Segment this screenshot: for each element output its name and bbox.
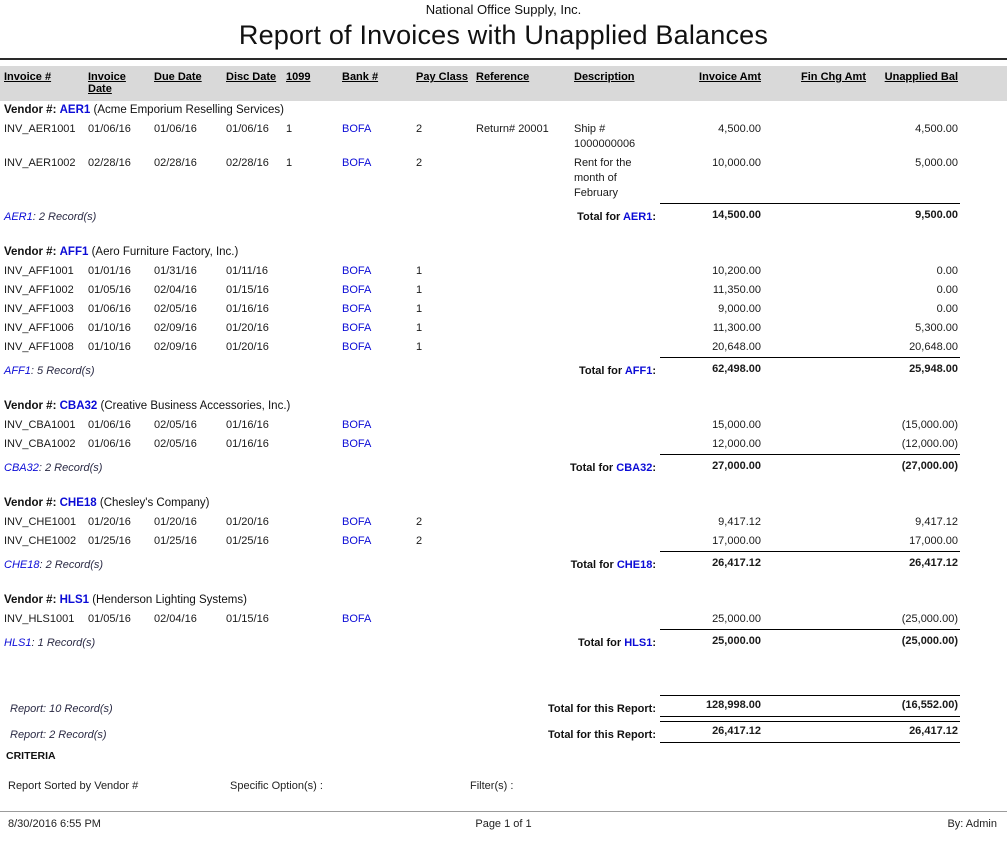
vendor-total-label — [570, 462, 658, 474]
cell-pay-class: 2 — [416, 123, 423, 135]
cell-fin-chg — [763, 118, 868, 152]
cell-disc-date: 01/16/16 — [226, 303, 269, 315]
cell-description — [572, 530, 660, 549]
vendor-total-fin-chg — [763, 551, 868, 571]
vendor-section — [0, 591, 1007, 649]
cell-disc-date: 01/20/16 — [226, 341, 269, 353]
vendor-summary-row — [0, 549, 960, 571]
vendor-total-label — [578, 637, 658, 649]
cell-invoice-date: 01/20/16 — [88, 516, 131, 528]
cell-reference — [474, 511, 572, 530]
cell-fin-chg — [763, 530, 868, 549]
cell-reference — [474, 298, 572, 317]
cell-bank: BOFA — [342, 157, 372, 169]
vendor-total-label — [579, 365, 658, 377]
cell-ten99 — [284, 298, 340, 317]
vendor-total-fin-chg — [763, 203, 868, 223]
criteria-specific-options: Specific Option(s) : — [230, 780, 323, 792]
cell-pay-class: 1 — [416, 322, 423, 334]
cell-disc-date: 01/16/16 — [226, 419, 269, 431]
cell-pay-class: 1 — [416, 303, 423, 315]
vendor-record-count — [4, 637, 95, 649]
cell-invoice: INV_AER1001 — [4, 123, 76, 135]
cell-invoice: INV_HLS1001 — [4, 613, 75, 625]
cell-unapplied: 17,000.00 — [909, 535, 958, 547]
vendor-summary-left — [0, 452, 660, 474]
vendor-total-unapplied: (25,000.00) — [868, 629, 960, 649]
cell-description — [572, 317, 660, 336]
vendor-total-fin-chg — [763, 454, 868, 474]
cell-unapplied: 0.00 — [936, 284, 958, 296]
record-count-text: : 2 Record(s) — [38, 462, 103, 474]
vendor-name: (Creative Business Accessories, Inc.) — [100, 400, 291, 412]
vendor-total-unapplied: 25,948.00 — [868, 357, 960, 377]
criteria-section — [0, 750, 1007, 796]
cell-reference — [474, 530, 572, 549]
vendor-record-count — [4, 365, 94, 377]
total-prefix: Total for — [579, 365, 625, 377]
footer-rule — [0, 811, 1007, 812]
invoice-row — [0, 433, 960, 452]
cell-unapplied: 0.00 — [936, 265, 958, 277]
cell-unapplied: 4,500.00 — [915, 123, 958, 135]
column-header-band — [0, 66, 1007, 101]
cell-fin-chg — [763, 317, 868, 336]
cell-invoice-date: 01/10/16 — [88, 341, 131, 353]
cell-pay-class — [414, 433, 474, 452]
vendor-name: (Acme Emporium Reselling Services) — [93, 104, 284, 116]
vendor-header — [0, 397, 1007, 414]
cell-fin-chg — [763, 433, 868, 452]
cell-due-date: 02/28/16 — [154, 157, 197, 169]
column-header-2: Invoice Date — [88, 71, 126, 95]
vendor-summary-row — [0, 201, 960, 223]
cell-ten99 — [284, 608, 340, 627]
cell-unapplied: 0.00 — [936, 303, 958, 315]
cell-unapplied: 9,417.12 — [915, 516, 958, 528]
vendor-code: HLS1 — [4, 637, 32, 649]
cell-pay-class — [414, 414, 474, 433]
column-header-1: Invoice # — [4, 71, 52, 83]
total-colon: : — [652, 462, 656, 474]
vendor-header — [0, 101, 1007, 118]
vendor-summary-left — [0, 627, 660, 649]
total-colon: : — [652, 211, 656, 223]
vendor-section — [0, 101, 1007, 223]
column-headers — [0, 71, 960, 95]
report-total-invoice-amt: 128,998.00 — [660, 695, 763, 717]
cell-due-date: 01/31/16 — [154, 265, 197, 277]
cell-pay-class: 2 — [416, 535, 423, 547]
total-colon: : — [652, 365, 656, 377]
vendor-code: AFF1 — [59, 246, 89, 258]
cell-ten99 — [284, 260, 340, 279]
vendor-code: AFF1 — [624, 365, 653, 377]
vendor-label: Vendor #: — [4, 104, 57, 116]
vendor-record-count — [4, 211, 96, 223]
column-header-9: Description — [574, 71, 635, 83]
cell-due-date: 02/09/16 — [154, 341, 197, 353]
cell-due-date: 02/05/16 — [154, 438, 197, 450]
cell-invoice-date: 01/25/16 — [88, 535, 131, 547]
cell-pay-class — [414, 608, 474, 627]
cell-unapplied: (25,000.00) — [901, 613, 958, 625]
report-total-unapplied: 26,417.12 — [868, 721, 960, 743]
invoice-row — [0, 414, 960, 433]
record-count-text: : 2 Record(s) — [39, 559, 104, 571]
cell-description — [572, 511, 660, 530]
column-header-8: Reference — [476, 71, 530, 83]
vendor-name: (Aero Furniture Factory, Inc.) — [91, 246, 239, 258]
cell-pay-class: 1 — [416, 341, 423, 353]
report-total-unapplied: (16,552.00) — [868, 695, 960, 717]
total-colon: : — [652, 559, 656, 571]
invoice-row — [0, 336, 960, 355]
cell-disc-date: 01/06/16 — [226, 123, 269, 135]
cell-description — [572, 298, 660, 317]
column-header-6: Bank # — [342, 71, 379, 83]
cell-invoice-amt: 25,000.00 — [712, 613, 761, 625]
cell-invoice-amt: 9,417.12 — [718, 516, 761, 528]
vendor-total-invoice-amt: 14,500.00 — [660, 203, 763, 223]
cell-fin-chg — [763, 298, 868, 317]
cell-due-date: 01/25/16 — [154, 535, 197, 547]
cell-ten99 — [284, 511, 340, 530]
cell-invoice: INV_AFF1003 — [4, 303, 74, 315]
vendor-label: Vendor #: — [4, 594, 57, 606]
report-total-row — [0, 695, 960, 717]
cell-invoice: INV_CHE1001 — [4, 516, 77, 528]
report-title: Report of Invoices with Unapplied Balances — [238, 20, 769, 50]
vendor-code: AFF1 — [4, 365, 31, 377]
vendor-header — [0, 243, 1007, 260]
cell-disc-date: 01/20/16 — [226, 516, 269, 528]
vendor-total-invoice-amt: 27,000.00 — [660, 454, 763, 474]
cell-unapplied: 5,000.00 — [915, 157, 958, 169]
cell-reference — [474, 152, 572, 201]
vendor-record-count — [4, 559, 103, 571]
vendor-total-invoice-amt: 26,417.12 — [660, 551, 763, 571]
record-count-text: : 5 Record(s) — [30, 365, 95, 377]
cell-disc-date: 01/11/16 — [226, 265, 269, 277]
column-header-3: Due Date — [154, 71, 202, 83]
cell-invoice-date: 01/01/16 — [88, 265, 131, 277]
record-count-text: : 2 Record(s) — [32, 211, 97, 223]
vendor-summary-row — [0, 355, 960, 377]
footer-datetime: 8/30/2016 6:55 PM — [8, 818, 101, 830]
cell-bank: BOFA — [342, 438, 372, 450]
report-total-fin-chg — [763, 721, 868, 743]
report-total-left — [0, 721, 660, 743]
vendor-total-unapplied: 9,500.00 — [868, 203, 960, 223]
cell-reference — [474, 336, 572, 355]
invoice-row — [0, 118, 960, 152]
cell-description: Rent for the month of February — [574, 157, 632, 199]
cell-bank: BOFA — [342, 516, 372, 528]
cell-invoice-amt: 11,300.00 — [712, 322, 761, 334]
vendor-name: (Chesley's Company) — [99, 497, 210, 509]
cell-ten99 — [284, 433, 340, 452]
report-total-fin-chg — [763, 695, 868, 717]
cell-fin-chg — [763, 414, 868, 433]
report-totals — [0, 695, 1007, 743]
total-prefix: Total for — [570, 559, 617, 571]
invoice-row — [0, 152, 960, 201]
criteria-row — [0, 780, 1007, 796]
report-record-count: Report: 10 Record(s) — [10, 703, 113, 715]
cell-reference: Return# 20001 — [476, 123, 549, 135]
vendor-total-invoice-amt: 62,498.00 — [660, 357, 763, 377]
column-header-10: Invoice Amt — [699, 71, 761, 83]
vendor-label: Vendor #: — [4, 497, 57, 509]
cell-due-date: 02/09/16 — [154, 322, 197, 334]
vendor-total-unapplied: (27,000.00) — [868, 454, 960, 474]
cell-disc-date: 01/15/16 — [226, 284, 269, 296]
column-header-4: Disc Date — [226, 71, 277, 83]
vendor-header — [0, 494, 1007, 511]
criteria-heading: CRITERIA — [6, 750, 56, 762]
cell-due-date: 02/04/16 — [154, 613, 197, 625]
cell-bank: BOFA — [342, 613, 372, 625]
cell-reference — [474, 260, 572, 279]
cell-due-date: 01/20/16 — [154, 516, 197, 528]
invoice-row — [0, 530, 960, 549]
footer-user: By: Admin — [947, 818, 997, 830]
invoice-row — [0, 608, 960, 627]
vendor-section — [0, 397, 1007, 474]
cell-invoice-amt: 11,350.00 — [712, 284, 761, 296]
total-prefix: Total for — [570, 462, 617, 474]
vendor-code: AER1 — [622, 211, 653, 223]
cell-bank: BOFA — [342, 419, 372, 431]
cell-ten99 — [284, 336, 340, 355]
cell-bank: BOFA — [342, 535, 372, 547]
cell-ten99 — [284, 317, 340, 336]
cell-ten99 — [284, 279, 340, 298]
cell-due-date: 02/05/16 — [154, 303, 197, 315]
vendor-summary-left — [0, 355, 660, 377]
title-rule — [0, 58, 1007, 60]
vendor-header — [0, 591, 1007, 608]
vendor-summary-left — [0, 201, 660, 223]
cell-invoice-amt: 17,000.00 — [712, 535, 761, 547]
vendor-summary-row — [0, 627, 960, 649]
cell-invoice-date: 01/10/16 — [88, 322, 131, 334]
company-name: National Office Supply, Inc. — [425, 2, 582, 17]
cell-bank: BOFA — [342, 284, 372, 296]
vendor-code: HLS1 — [624, 637, 653, 649]
cell-description — [572, 260, 660, 279]
cell-invoice-amt: 20,648.00 — [712, 341, 761, 353]
cell-invoice-amt: 4,500.00 — [718, 123, 761, 135]
column-header-7: Pay Class — [416, 71, 468, 83]
report-total-label: Total for this Report: — [548, 703, 656, 715]
cell-invoice: INV_CBA1001 — [4, 419, 76, 431]
vendor-total-fin-chg — [763, 357, 868, 377]
cell-invoice-amt: 12,000.00 — [712, 438, 761, 450]
cell-disc-date: 01/16/16 — [226, 438, 269, 450]
cell-description — [572, 433, 660, 452]
cell-bank: BOFA — [342, 123, 372, 135]
record-count-text: : 1 Record(s) — [31, 637, 96, 649]
cell-bank: BOFA — [342, 303, 372, 315]
cell-fin-chg — [763, 279, 868, 298]
report-total-left — [0, 695, 660, 717]
vendor-section — [0, 243, 1007, 377]
vendor-total-label — [571, 559, 658, 571]
vendor-summary-row — [0, 452, 960, 474]
cell-description — [572, 279, 660, 298]
cell-invoice-date: 01/06/16 — [88, 438, 131, 450]
cell-bank: BOFA — [342, 322, 372, 334]
cell-description — [572, 336, 660, 355]
vendor-name: (Henderson Lighting Systems) — [92, 594, 247, 606]
cell-ten99 — [284, 530, 340, 549]
cell-fin-chg — [763, 511, 868, 530]
cell-reference — [474, 317, 572, 336]
vendor-code: CBA32 — [4, 462, 39, 474]
vendor-section — [0, 494, 1007, 571]
cell-due-date: 02/05/16 — [154, 419, 197, 431]
cell-invoice: INV_AER1002 — [4, 157, 76, 169]
cell-invoice-date: 01/05/16 — [88, 284, 131, 296]
vendor-code: CBA32 — [59, 400, 98, 412]
cell-pay-class: 2 — [416, 516, 423, 528]
cell-invoice-date: 02/28/16 — [88, 157, 131, 169]
cell-bank: BOFA — [342, 265, 372, 277]
cell-invoice-date: 01/06/16 — [88, 419, 131, 431]
cell-invoice-amt: 10,200.00 — [712, 265, 761, 277]
cell-invoice: INV_CBA1002 — [4, 438, 76, 450]
vendor-code: CHE18 — [59, 497, 97, 509]
cell-fin-chg — [763, 608, 868, 627]
cell-reference — [474, 608, 572, 627]
cell-fin-chg — [763, 336, 868, 355]
vendor-label: Vendor #: — [4, 400, 57, 412]
invoice-row — [0, 298, 960, 317]
footer-page-number: Page 1 of 1 — [475, 818, 532, 830]
cell-disc-date: 02/28/16 — [226, 157, 269, 169]
vendor-code: CHE18 — [4, 559, 40, 571]
vendor-summary-left — [0, 549, 660, 571]
invoice-row — [0, 511, 960, 530]
cell-reference — [474, 279, 572, 298]
cell-reference — [474, 433, 572, 452]
cell-invoice: INV_CHE1002 — [4, 535, 77, 547]
total-prefix: Total for — [577, 211, 623, 223]
invoice-row — [0, 260, 960, 279]
cell-unapplied: (15,000.00) — [901, 419, 958, 431]
vendor-code: AER1 — [59, 104, 91, 116]
cell-pay-class: 1 — [416, 265, 423, 277]
report-total-row — [0, 721, 960, 743]
column-header-11: Fin Chg Amt — [801, 71, 866, 83]
cell-invoice: INV_AFF1006 — [4, 322, 74, 334]
vendor-total-label — [577, 211, 658, 223]
report-record-count: Report: 2 Record(s) — [10, 729, 107, 741]
cell-fin-chg — [763, 260, 868, 279]
cell-bank: BOFA — [342, 341, 372, 353]
cell-ten99: 1 — [286, 123, 293, 135]
cell-reference — [474, 414, 572, 433]
invoice-row — [0, 317, 960, 336]
cell-disc-date: 01/25/16 — [226, 535, 269, 547]
vendor-code: HLS1 — [59, 594, 90, 606]
cell-pay-class: 2 — [416, 157, 423, 169]
cell-disc-date: 01/20/16 — [226, 322, 269, 334]
cell-invoice-amt: 9,000.00 — [718, 303, 761, 315]
criteria-sorted-by: Report Sorted by Vendor # — [8, 780, 139, 792]
cell-invoice: INV_AFF1002 — [4, 284, 74, 296]
cell-invoice-date: 01/06/16 — [88, 303, 131, 315]
cell-due-date: 02/04/16 — [154, 284, 197, 296]
cell-unapplied: 5,300.00 — [915, 322, 958, 334]
vendor-label: Vendor #: — [4, 246, 57, 258]
column-header-5: 1099 — [286, 71, 311, 83]
cell-description — [572, 608, 660, 627]
cell-ten99: 1 — [286, 157, 293, 169]
cell-invoice-date: 01/06/16 — [88, 123, 131, 135]
cell-description — [572, 414, 660, 433]
cell-ten99 — [284, 414, 340, 433]
cell-pay-class: 1 — [416, 284, 423, 296]
column-header-12: Unapplied Bal — [884, 71, 958, 83]
criteria-filters: Filter(s) : — [470, 780, 514, 792]
vendor-code: CBA32 — [616, 462, 653, 474]
vendor-code: AER1 — [4, 211, 33, 223]
cell-unapplied: 20,648.00 — [909, 341, 958, 353]
vendor-total-unapplied: 26,417.12 — [868, 551, 960, 571]
cell-invoice: INV_AFF1008 — [4, 341, 74, 353]
vendor-record-count — [4, 462, 102, 474]
report-total-invoice-amt: 26,417.12 — [660, 721, 763, 743]
vendor-total-fin-chg — [763, 629, 868, 649]
report-total-label: Total for this Report: — [548, 729, 656, 741]
cell-invoice-amt: 10,000.00 — [712, 157, 761, 169]
cell-invoice-date: 01/05/16 — [88, 613, 131, 625]
page-footer — [0, 811, 1007, 832]
report-body — [0, 101, 1007, 649]
cell-due-date: 01/06/16 — [154, 123, 197, 135]
vendor-total-invoice-amt: 25,000.00 — [660, 629, 763, 649]
cell-unapplied: (12,000.00) — [901, 438, 958, 450]
cell-fin-chg — [763, 152, 868, 201]
cell-invoice: INV_AFF1001 — [4, 265, 74, 277]
cell-invoice-amt: 15,000.00 — [712, 419, 761, 431]
total-colon: : — [652, 637, 656, 649]
total-prefix: Total for — [577, 637, 625, 649]
vendor-code: CHE18 — [616, 559, 653, 571]
invoice-row — [0, 279, 960, 298]
cell-disc-date: 01/15/16 — [226, 613, 269, 625]
cell-description: Ship # 1000000006 — [574, 123, 636, 150]
